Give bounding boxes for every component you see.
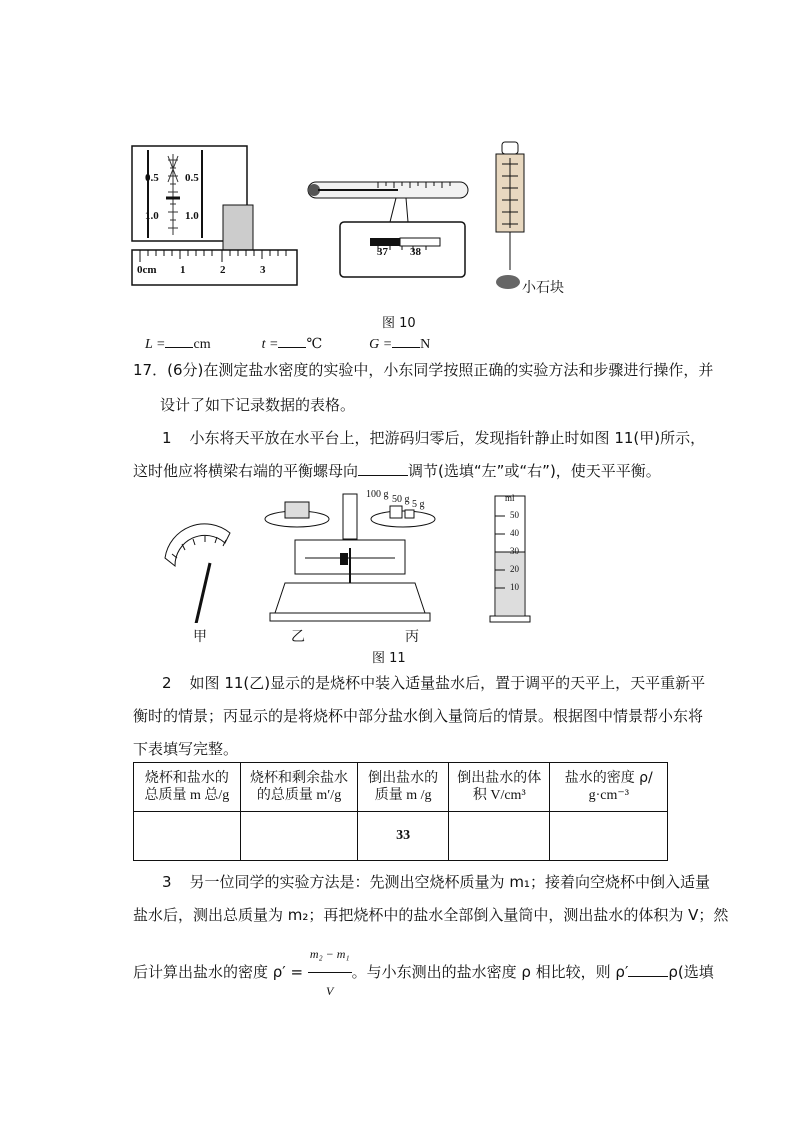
cylinder-tick-50: 50 (510, 510, 519, 520)
step1-text-b: 这时他应将横梁右端的平衡螺母向 (133, 462, 359, 480)
step1-num: 1 (162, 429, 172, 447)
ruler (132, 250, 297, 285)
step2-num: 2 (162, 674, 172, 692)
figure-10-drawing (128, 140, 688, 305)
step3-num: 3 (162, 873, 172, 891)
header-cell-poured-mass: 倒出盐水的 质量 m /g (358, 763, 449, 812)
table-header-row (134, 763, 668, 812)
density-fraction (308, 936, 352, 1009)
step1-line1 (162, 428, 705, 448)
t-blank[interactable] (278, 333, 306, 348)
header-cell-remaining-mass: 烧杯和剩余盐水 的总质量 m′/g (240, 763, 357, 812)
step3-text-post: 。与小东测出的盐水密度 ρ 相比较，则 ρ′ (351, 963, 629, 981)
cylinder-tick-20: 20 (510, 564, 519, 574)
ruler-tick-1: 1 (180, 264, 186, 276)
step2-line2: 衡时的情景；丙显示的是将烧杯中部分盐水倒入量筒后的情景。根据图中情景帮小东将 (133, 707, 704, 725)
zoom-mark-b: 0.5 (185, 172, 199, 184)
q17-header: 17．(6分)在测定盐水密度的实验中，小东同学按照正确的实验方法和步骤进行操作，并 (133, 361, 714, 379)
step3-line3 (133, 936, 714, 1009)
G-unit: N (420, 337, 431, 352)
cell-remaining-mass[interactable] (240, 812, 357, 861)
step3-line1 (162, 872, 710, 892)
pointer (195, 563, 210, 623)
answer-line-fig10 (145, 333, 430, 353)
step3-text-pre: 后计算出盐水的密度 ρ′ = (133, 963, 304, 981)
cylinder-tick-10: 10 (510, 582, 519, 592)
step1-blank[interactable] (358, 461, 408, 476)
figure-11-caption: 图 11 (372, 651, 406, 666)
step1-text-c: 调节(选填“左”或“右”)，使天平平衡。 (408, 462, 661, 480)
zoom-mark-a: 0.5 (145, 172, 159, 184)
header-cell-density: 盐水的密度 ρ/ g·cm⁻³ (550, 763, 668, 812)
G-label: G = (369, 337, 393, 352)
figure-10-caption: 图 10 (382, 316, 416, 331)
record-table (133, 762, 668, 861)
step1-text-a: 小东将天平放在水平台上，把游码归零后，发现指针静止时如图 11(甲)所示， (189, 429, 706, 447)
t-label: t = (261, 337, 279, 352)
header-cell-total-mass: 烧杯和盐水的 总质量 m 总/g (134, 763, 241, 812)
q17-header-2: 设计了如下记录数据的表格。 (160, 396, 356, 414)
stone-label: 小石块 (522, 280, 564, 296)
L-blank[interactable] (165, 333, 193, 348)
G-blank[interactable] (392, 333, 420, 348)
step1-line2 (133, 461, 661, 481)
right-pan (371, 511, 435, 527)
t-unit: ℃ (306, 337, 323, 352)
cell-poured-mass: 33 (358, 812, 449, 861)
ruler-tick-2: 2 (220, 264, 226, 276)
weight-50g: 50 g (392, 494, 410, 505)
cylinder-tick-30: 30 (510, 546, 519, 556)
step2-text-1: 如图 11(乙)显示的是烧杯中装入适量盐水后，置于调平的天平上，天平重新平 (189, 674, 706, 692)
step3-text-end: ρ(选填 (668, 963, 714, 981)
stone-icon (496, 275, 520, 289)
cylinder-unit: ml (505, 493, 515, 503)
step3-blank[interactable] (628, 962, 668, 977)
step2-line3: 下表填写完整。 (133, 740, 239, 758)
thermo-mark-37: 37 (377, 246, 388, 258)
cell-total-mass[interactable] (134, 812, 241, 861)
weight-5g: 5 g (412, 499, 425, 510)
ruler-tick-0: 0cm (137, 264, 157, 276)
dial (165, 524, 230, 566)
header-cell-volume: 倒出盐水的体 积 V/cm³ (449, 763, 550, 812)
zoom-mark-c: 1.0 (145, 210, 159, 222)
label-yi: 乙 (291, 629, 305, 645)
cell-density[interactable] (550, 812, 668, 861)
step3-text-1: 另一位同学的实验方法是：先测出空烧杯质量为 m₁；接着向空烧杯中倒入适量 (189, 873, 710, 891)
thermo-mark-38: 38 (410, 246, 421, 258)
cylinder-tick-40: 40 (510, 528, 519, 538)
base (275, 583, 425, 613)
figure-11-drawing (155, 488, 545, 623)
label-bing: 丙 (405, 629, 419, 645)
weight-100g: 100 g (366, 489, 389, 500)
step3-line2: 盐水后，测出总质量为 m₂；再把烧杯中的盐水全部倒入量筒中，测出盐水的体积为 V；然 (133, 906, 729, 924)
step2-line1 (162, 673, 705, 693)
label-jia: 甲 (193, 629, 207, 645)
L-unit: cm (193, 337, 211, 352)
fraction-numerator: m₂ − m₁ (308, 936, 352, 973)
fraction-denominator: V (326, 984, 334, 998)
ruler-tick-3: 3 (260, 264, 266, 276)
beaker (285, 502, 309, 518)
table-row (134, 812, 668, 861)
L-label: L = (145, 337, 166, 352)
cell-volume[interactable] (449, 812, 550, 861)
zoom-mark-d: 1.0 (185, 210, 199, 222)
